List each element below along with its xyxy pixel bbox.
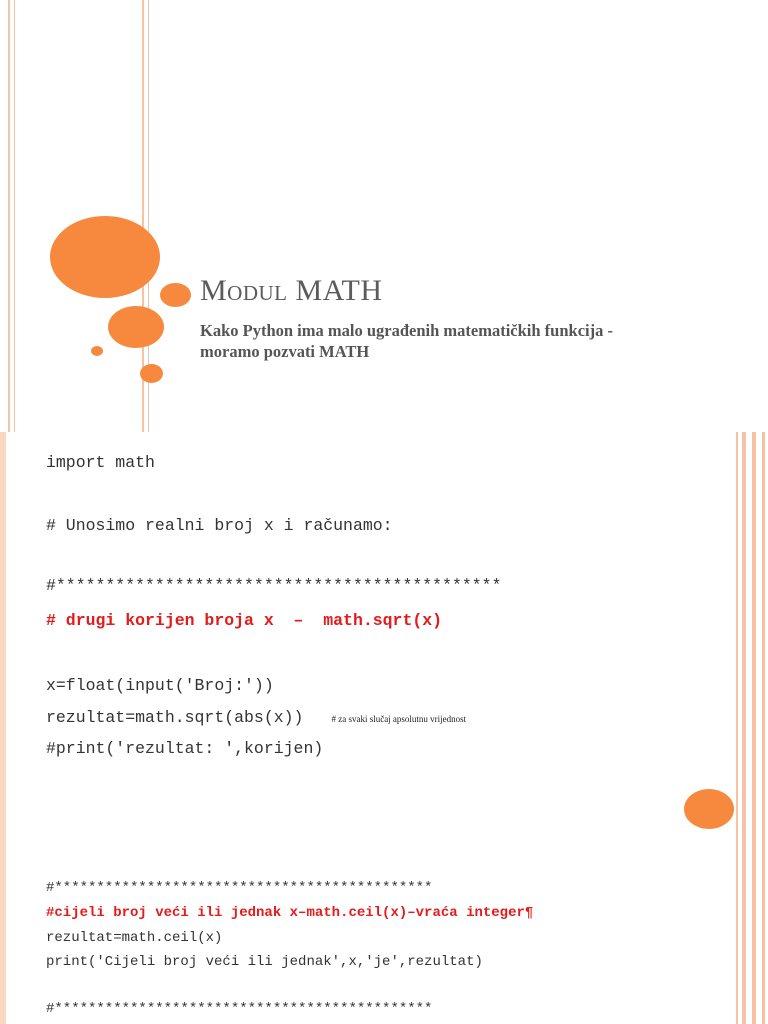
decorative-circle-small — [160, 283, 191, 307]
decorative-circle-small-2 — [140, 364, 163, 383]
code-line: x=float(input('Broj:')) — [46, 676, 274, 695]
section-heading: #cijeli broj veći ili jednak x–math.ceil(x)–vraća integer¶ — [46, 905, 534, 921]
code-line: import math — [46, 453, 155, 472]
decorative-line — [762, 432, 765, 1024]
code-slide — [0, 432, 768, 1024]
inline-comment: # za svaki slučaj apsolutnu vrijednost — [331, 714, 467, 724]
decorative-circle-medium — [108, 306, 164, 348]
decorative-line — [8, 0, 10, 432]
code-line: #print('rezultat: ',korijen) — [46, 739, 324, 758]
decorative-circle-large — [50, 216, 160, 298]
title-slide — [0, 0, 768, 432]
code-line: rezultat=math.ceil(x) — [46, 930, 223, 946]
decorative-line — [14, 0, 15, 432]
decorative-circle-dot — [91, 346, 103, 356]
code-comment: # Unosimo realni broj x i računamo: — [46, 516, 393, 535]
code-line-with-comment — [46, 708, 466, 727]
subtitle-line-2: moramo pozvati MATH — [200, 342, 370, 361]
decorative-circle — [684, 789, 734, 829]
decorative-line — [0, 432, 6, 1024]
slide-subtitle — [200, 320, 700, 362]
code-line: rezultat=math.sqrt(abs(x)) — [46, 708, 304, 727]
separator-line: #********************************************* — [46, 576, 502, 595]
separator-line: #********************************************* — [46, 880, 433, 896]
decorative-line — [736, 432, 738, 1024]
decorative-line — [742, 432, 746, 1024]
section-heading: # drugi korijen broja x – math.sqrt(x) — [46, 611, 443, 630]
code-line: print('Cijeli broj veći ili jednak',x,'je',rezultat) — [46, 954, 483, 970]
subtitle-line-1: Kako Python ima malo ugrađenih matematičkih funkcija - — [200, 321, 613, 340]
decorative-line — [752, 432, 756, 1024]
slide-title: Modul MATH — [200, 274, 383, 307]
separator-line: #********************************************* — [46, 1001, 433, 1017]
